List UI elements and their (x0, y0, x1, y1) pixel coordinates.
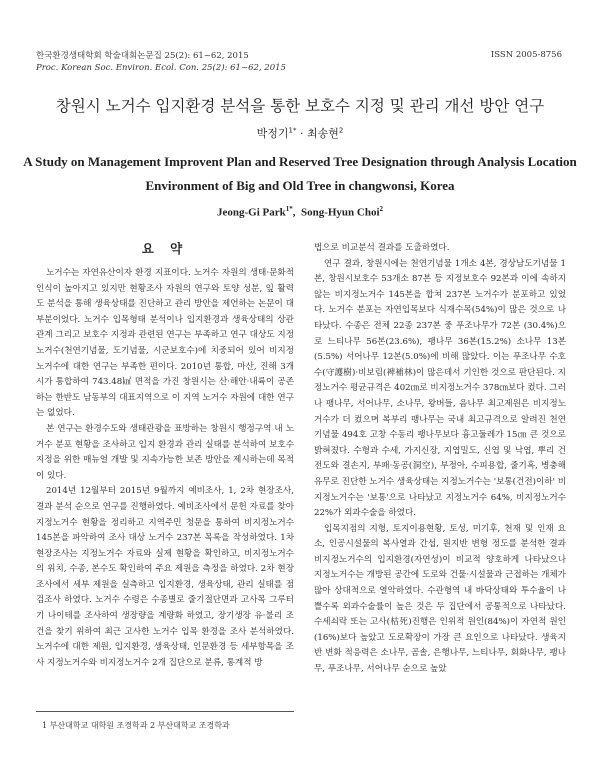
affiliation-mark: 2 (379, 205, 384, 213)
abstract-heading: 요 약 (141, 241, 189, 256)
journal-citation-en: Proc. Korean Soc. Environ. Ecol. Con. 25(2): 61~62, 2015 (36, 63, 286, 73)
author-list-ko (0, 125, 600, 141)
author-separator: , (292, 206, 301, 219)
body-paragraph: 법으로 비교분석 결과를 도출하였다. (314, 243, 450, 253)
journal-header (36, 50, 286, 74)
author-name: 박정기 (256, 127, 289, 140)
body-column-left (36, 266, 294, 671)
author-separator: · (296, 127, 307, 140)
author-name: Song-Hyun Choi (300, 206, 380, 219)
footnote-divider (36, 711, 294, 712)
author-list-en (0, 205, 600, 219)
body-column-right (314, 241, 566, 678)
journal-citation-ko: 한국환경생태학회 학술대회논문집 25(2): 61~62, 2015 (36, 51, 249, 61)
affiliation-mark: 2 (338, 126, 344, 135)
affiliation-mark: 1* (285, 205, 293, 213)
issn-label: ISSN 2005-8756 (490, 50, 562, 60)
affiliation-mark: 1* (288, 126, 297, 135)
body-paragraph: 입목지점의 지형, 토지이용현황, 토성, 미기후, 천재 및 인재 요소, 인공시설물의 복사열과 간섭, 원지반 변형 정도를 분석한 결과 비지정노거수의 입지환경(자연성)이 비교적 양호하게 나타났으나 지정노거수는 개방된 공간에 도로와 건물·시설물과 근접하는 개체가 많아 상대적으로 열악하였다. 수관형역 내 바닥상태와 투수율이 나쁠수록 외과수술률이 높은 것은 두 집단에서 공통적으로 나타났다. 수세쇠락 또는 고사(枯死)진행은 인위적 원인(84%)이 자연적 원인(16%)보다 높았고 도로확장이 가장 큰 요인으로 나타났다. 생육지반 변화 적응력은 소나무, 곰솔, 은행나무, 느티나무, 회화나무, 팽나무, 푸조나무, 서어나무 순으로 높았 (314, 523, 566, 675)
footnote-affiliations: 1 부산대학교 대학원 조경학과 2 부산대학교 조경학과 (42, 721, 230, 730)
body-paragraph: 본 연구는 환경수도와 생태관광을 표방하는 창원시 행정구역 내 노거수 분포 현황을 조사하고 입지 환경과 관리 실태를 분석하여 보호수 지정을 위한 매뉴얼 개발 및 지속가능한 보존 방안을 제시하는데 목적이 있다. (36, 423, 294, 481)
author-name: Jeong-Gi Park (216, 206, 286, 219)
paper-title-ko: 창원시 노거수 입지환경 분석을 통한 보호수 지정 및 관리 개선 방안 연구 (55, 97, 545, 115)
author-name: 최송현 (307, 127, 339, 140)
body-paragraph: 노거수는 자연유산이자 환경 지표이다. 노거수 자원의 생태·문화적 인식이 높아지고 있지만 현황조사 자원의 연구와 토양 성분, 잎 활력도 분석을 통해 생육상태를 진단하고 관리 방안을 제언하는 논문이 대부분이었다. 노거수 입목형태 분석이나 입지환경과 생육상태의 상관관계 그리고 보호수 지정과 관련된 연구는 부족하고 연구 대상도 지정노거수(천연기념물, 도기념물, 시군보호수)에 치중되어 있어 비지정노거수에 대한 연구는 부족한 편이다. 2010년 통합, 마산, 진해 3개시가 통합하여 743.48㎢ 면적을 가진 창원시는 산·해안·내륙이 공존하는 한반도 남동부의 대표지역으로 이 지역 노거수 자원에 대한 연구는 없었다. (36, 268, 294, 419)
body-paragraph: 2014년 12월부터 2015년 9월까지 예비조사, 1, 2차 현장조사, 결과 분석 순으로 연구를 진행하였다. 예비조사에서 문헌 자료를 찾아 지정노거수 현황을 정리하고 지역주민 청문을 통하여 비지정노거수 145본을 파악하여 조사 대상 노거수 237본 목록을 작성하였다. 1차 현장조사는 지정노거수 자료와 실제 현황을 확인하고, 비지정노거수의 위치, 수종, 본수도 확인하여 주요 제원을 측정을 하였다. 2차 현장조사에서 세부 제원을 실측하고 입지환경, 생육상태, 관리 실태를 점검조사 하였다. 노거수 수령은 수종별로 줄기절단면과 고사목 그루터기 나이테를 조사하여 생장량을 계량화 하였고, 장기생장 유·불리 조건을 찾기 위하여 최근 고사한 노거수 입목 환경을 조사 분석하였다. 노거수에 대한 제원, 입지환경, 생육상태, 인문환경 등 세부항목을 조사 지정노거수와 비지정노거수 2개 집단으로 분류, 통계적 방 (36, 486, 294, 668)
body-paragraph: 연구 결과, 창원시에는 천연기념물 1개소 4본, 경상남도기념물 1본, 창원시보호수 53개소 87본 등 지정보호수 92본과 이에 속하지 않는 비지정노거수 145본을 합쳐 237본 노거수가 분포하고 있었다. 노거수 분포는 자연입목보다 식재수목(54%)이 많은 것으로 나타났다. 수종은 전체 22종 237본 중 푸조나무가 72본 (30.4%)으로 느티나무 56본(23.6%), 팽나무 36본(15.2%) 소나무 13본(5.5%) 서어나무 12본(5.0%)에 비해 많았다. 이는 푸조나무 수호수(守護樹)·비보림(裨補林)이 많은데서 기인한 것으로 판단된다. 지정노거수 평균규격은 402㎝로 비지정노거수 378㎝보다 컸다. 그러나 팽나무, 서어나무, 소나무, 왕버들, 음나무 최고제원은 비지정노거수가 더 컸으며 복부리 팽나무는 국내 최고규격으로 알려진 천연기념물 494호 고창 수동리 팽나무보다 흉고둘레가 15㎝ 큰 것으로 밝혀졌다. 수형과 수세, 가지신장, 지엽밀도, 신엽 및 낙엽, 뿌리 건전도와 결손지, 부패·동공(洞空), 부정아, 수피용합, 줄기혹, 병충해 유무로 진단한 노거수 생육상태는 지정노거수는 '보통(건전)이하' 비지정노거수는 '보통'으로 나타났고 지정노거수 64%, 비지정노거수 22%가 외과수술을 하였다. (314, 258, 566, 519)
paper-title-en: A Study on Management Improvent Plan and Reserved Tree Designation through Analysis Location Environment of Big and Old Tree in changwonsi, Korea (23, 154, 577, 193)
